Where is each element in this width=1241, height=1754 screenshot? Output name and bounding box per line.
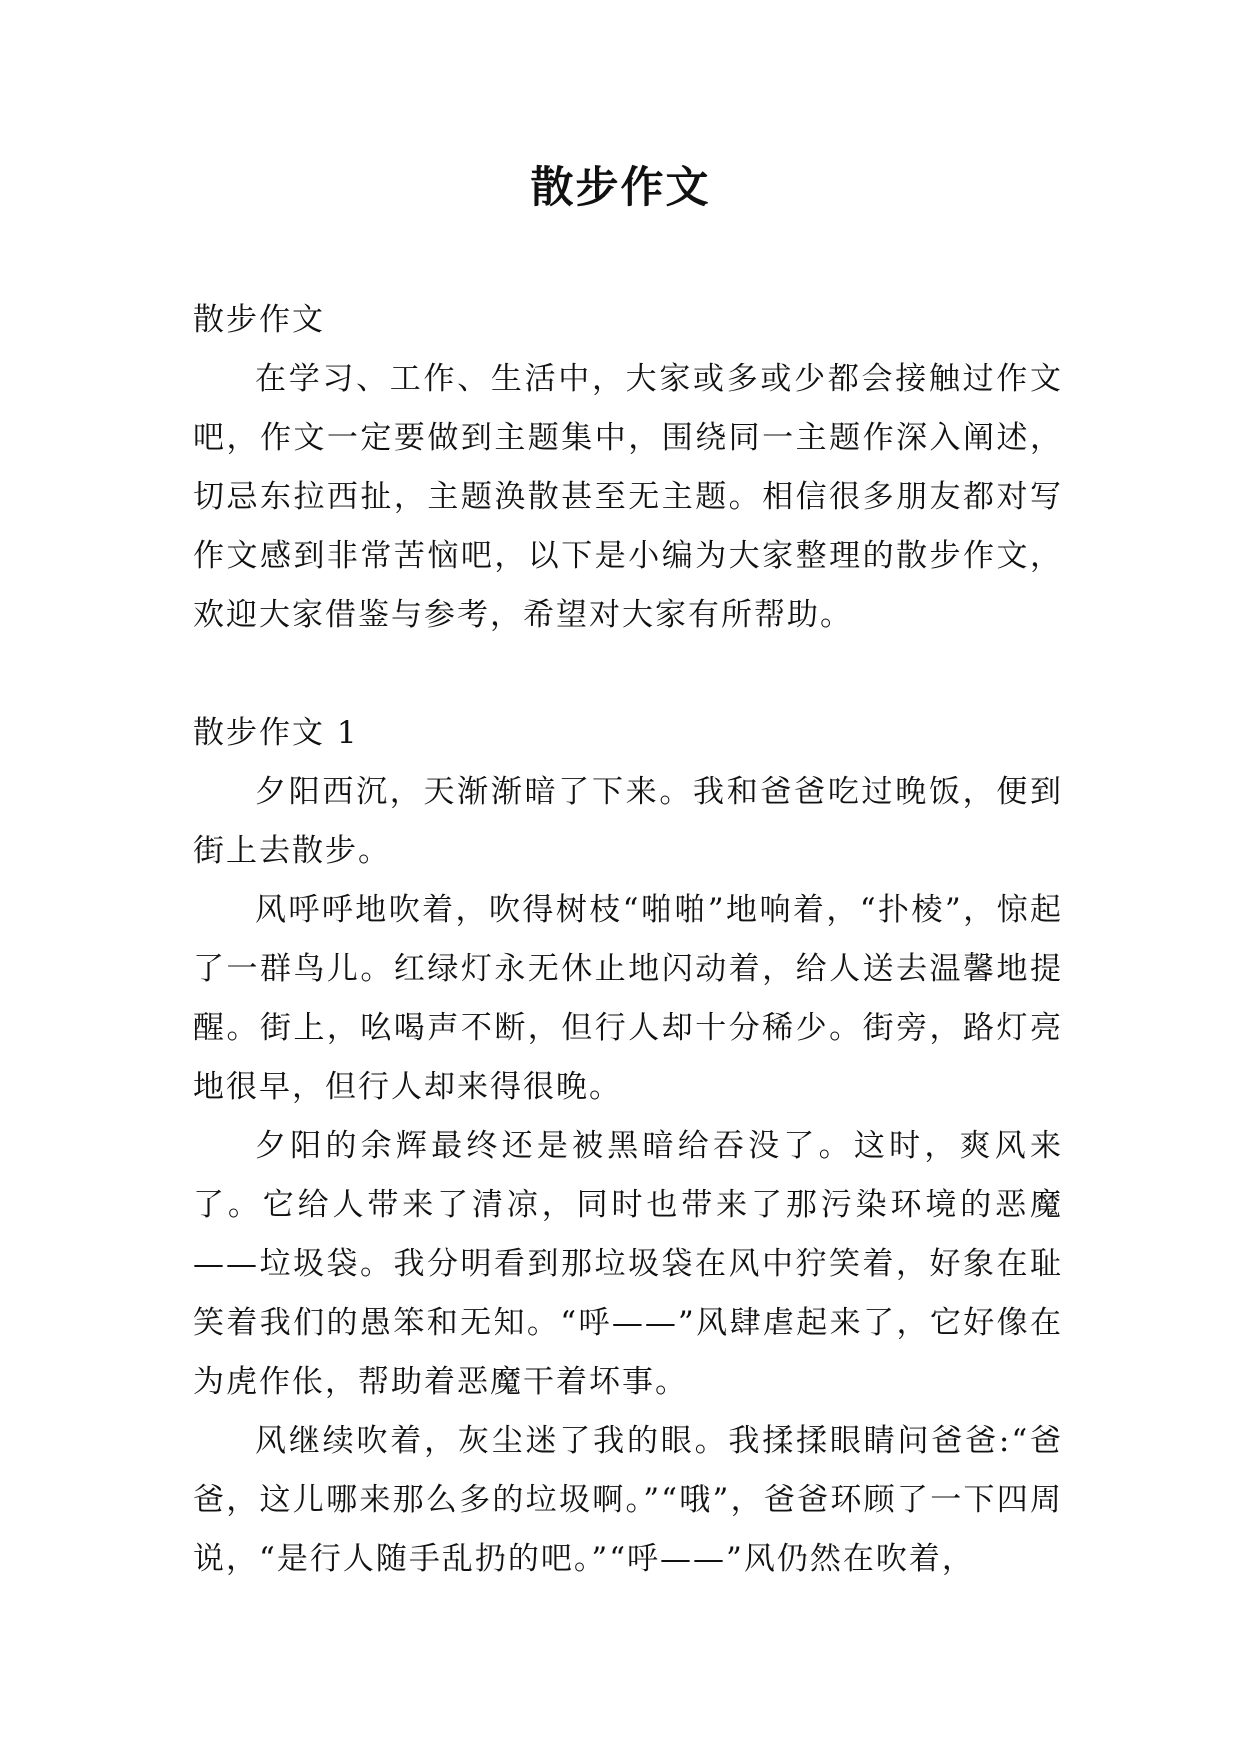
essay-1-paragraph-1: 夕阳西沉，天渐渐暗了下来。我和爸爸吃过晚饭，便到街上去散步。 [193, 774, 1063, 869]
intro-heading: 散步作文 [193, 302, 325, 338]
section-spacer [193, 645, 1063, 704]
essay-1-heading: 散步作文 1 [193, 715, 359, 751]
document-title: 散步作文 [530, 163, 711, 213]
essay-1-paragraph-2: 风呼呼地吹着，吹得树枝“啪啪”地响着，“扑棱”，惊起了一群鸟儿。红绿灯永无休止地闪动着，给人送去温馨地提醒。街上，吆喝声不断，但行人却十分稀少。街旁，路灯亮地很早，但行人却来得很晚。 [193, 892, 1063, 1105]
intro-paragraph: 在学习、工作、生活中，大家或多或少都会接触过作文吧，作文一定要做到主题集中，围绕同一主题作深入阐述，切忌东拉西扯，主题涣散甚至无主题。相信很多朋友都对写作文感到非常苦恼吧，以下是小编为大家整理的散步作文，欢迎大家借鉴与参考，希望对大家有所帮助。 [193, 361, 1063, 633]
essay-1-paragraph-3: 夕阳的余辉最终还是被黑暗给吞没了。这时，爽风来了。它给人带来了清凉，同时也带来了那污染环境的恶魔——垃圾袋。我分明看到那垃圾袋在风中狞笑着，好象在耻笑着我们的愚笨和无知。“呼——”风肆虐起来了，它好像在为虎作伥，帮助着恶魔干着坏事。 [193, 1128, 1063, 1400]
document-body [193, 291, 1063, 1589]
essay-1-paragraph-4: 风继续吹着，灰尘迷了我的眼。我揉揉眼睛问爸爸:“爸爸，这儿哪来那么多的垃圾啊。”“哦”，爸爸环顾了一下四周说，“是行人随手乱扔的吧。”“呼——”风仍然在吹着， [193, 1423, 1063, 1577]
